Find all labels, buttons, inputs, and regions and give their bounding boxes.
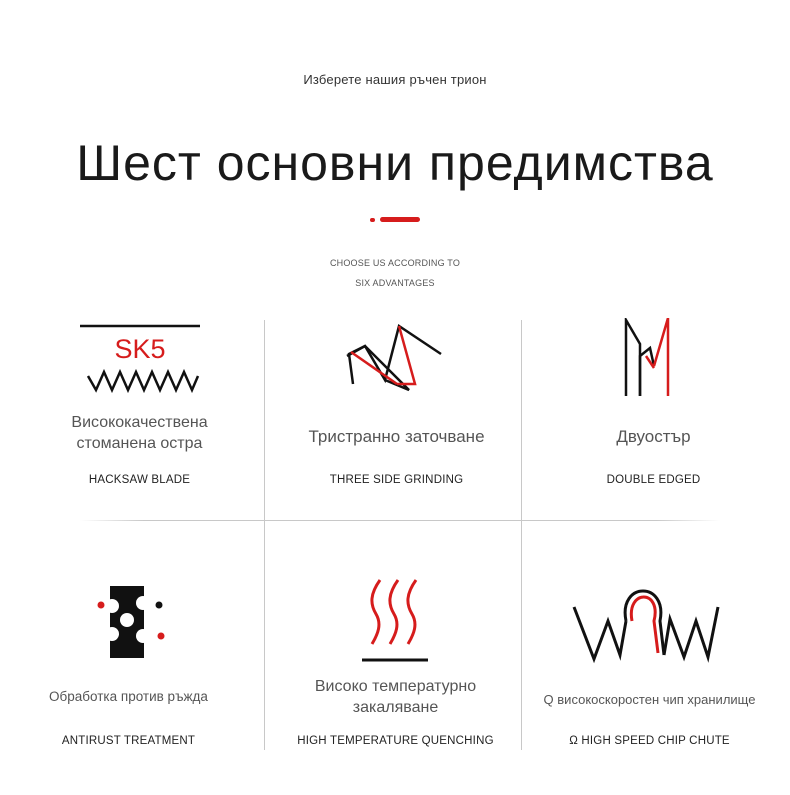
advantage-title bbox=[264, 676, 527, 718]
chip-chute-icon bbox=[518, 575, 781, 665]
grid-divider-horizontal bbox=[80, 520, 720, 521]
advantage-card-hacksaw-blade bbox=[8, 318, 271, 518]
advantage-card-three-side-grinding bbox=[265, 318, 528, 518]
advantage-caption: HACKSAW BLADE bbox=[88, 474, 191, 486]
advantage-title bbox=[265, 426, 528, 447]
accent-bar bbox=[380, 217, 420, 222]
advantage-title-line-1: Q високоскоростен чип хранилище bbox=[543, 692, 756, 707]
accent-divider bbox=[370, 216, 430, 224]
advantage-caption: HIGH TEMPERATURE QUENCHING bbox=[297, 735, 494, 747]
double-edged-icon bbox=[522, 318, 785, 396]
subtitle bbox=[0, 253, 790, 293]
antirust-icon bbox=[0, 580, 260, 662]
advantage-caption: ANTIRUST TREATMENT bbox=[61, 735, 196, 747]
subtitle-line-1: CHOOSE US ACCORDING TO bbox=[329, 258, 461, 268]
heat-quenching-icon bbox=[264, 572, 527, 664]
advantage-card-antirust bbox=[0, 580, 260, 755]
advantage-title-line-2: закаляване bbox=[352, 699, 439, 716]
page-title: Шест основни предимства bbox=[76, 135, 714, 191]
advantage-title-line-1: Обработка против ръжда bbox=[49, 689, 208, 704]
sk5-logo-text: SK5 bbox=[114, 334, 166, 364]
advantage-title-line-1: Висококачествена bbox=[71, 414, 208, 431]
advantage-card-quenching bbox=[264, 572, 527, 755]
advantage-card-chip-chute bbox=[518, 575, 781, 755]
advantage-title-line-1: Високо температурно bbox=[314, 678, 477, 695]
advantage-title-line-2: стоманена остра bbox=[76, 435, 203, 452]
advantage-title-line-1: Двуостър bbox=[616, 427, 691, 446]
advantage-title bbox=[0, 686, 260, 707]
advantage-title bbox=[8, 412, 271, 454]
accent-dot bbox=[370, 218, 375, 222]
advantage-caption: DOUBLE EDGED bbox=[606, 474, 701, 486]
subtitle-line-2: SIX ADVANTAGES bbox=[355, 278, 435, 288]
sk5-blade-icon bbox=[8, 318, 271, 396]
three-side-grinding-icon bbox=[265, 318, 528, 396]
advantage-title bbox=[522, 426, 785, 447]
kicker-text: Изберете нашия ръчен трион bbox=[303, 72, 487, 87]
advantage-title-line-1: Тристранно заточване bbox=[308, 427, 485, 446]
advantage-caption: THREE SIDE GRINDING bbox=[329, 474, 464, 486]
advantage-caption: Ω HIGH SPEED CHIP CHUTE bbox=[569, 735, 730, 747]
advantage-title bbox=[518, 689, 781, 710]
advantage-card-double-edged bbox=[522, 318, 785, 518]
